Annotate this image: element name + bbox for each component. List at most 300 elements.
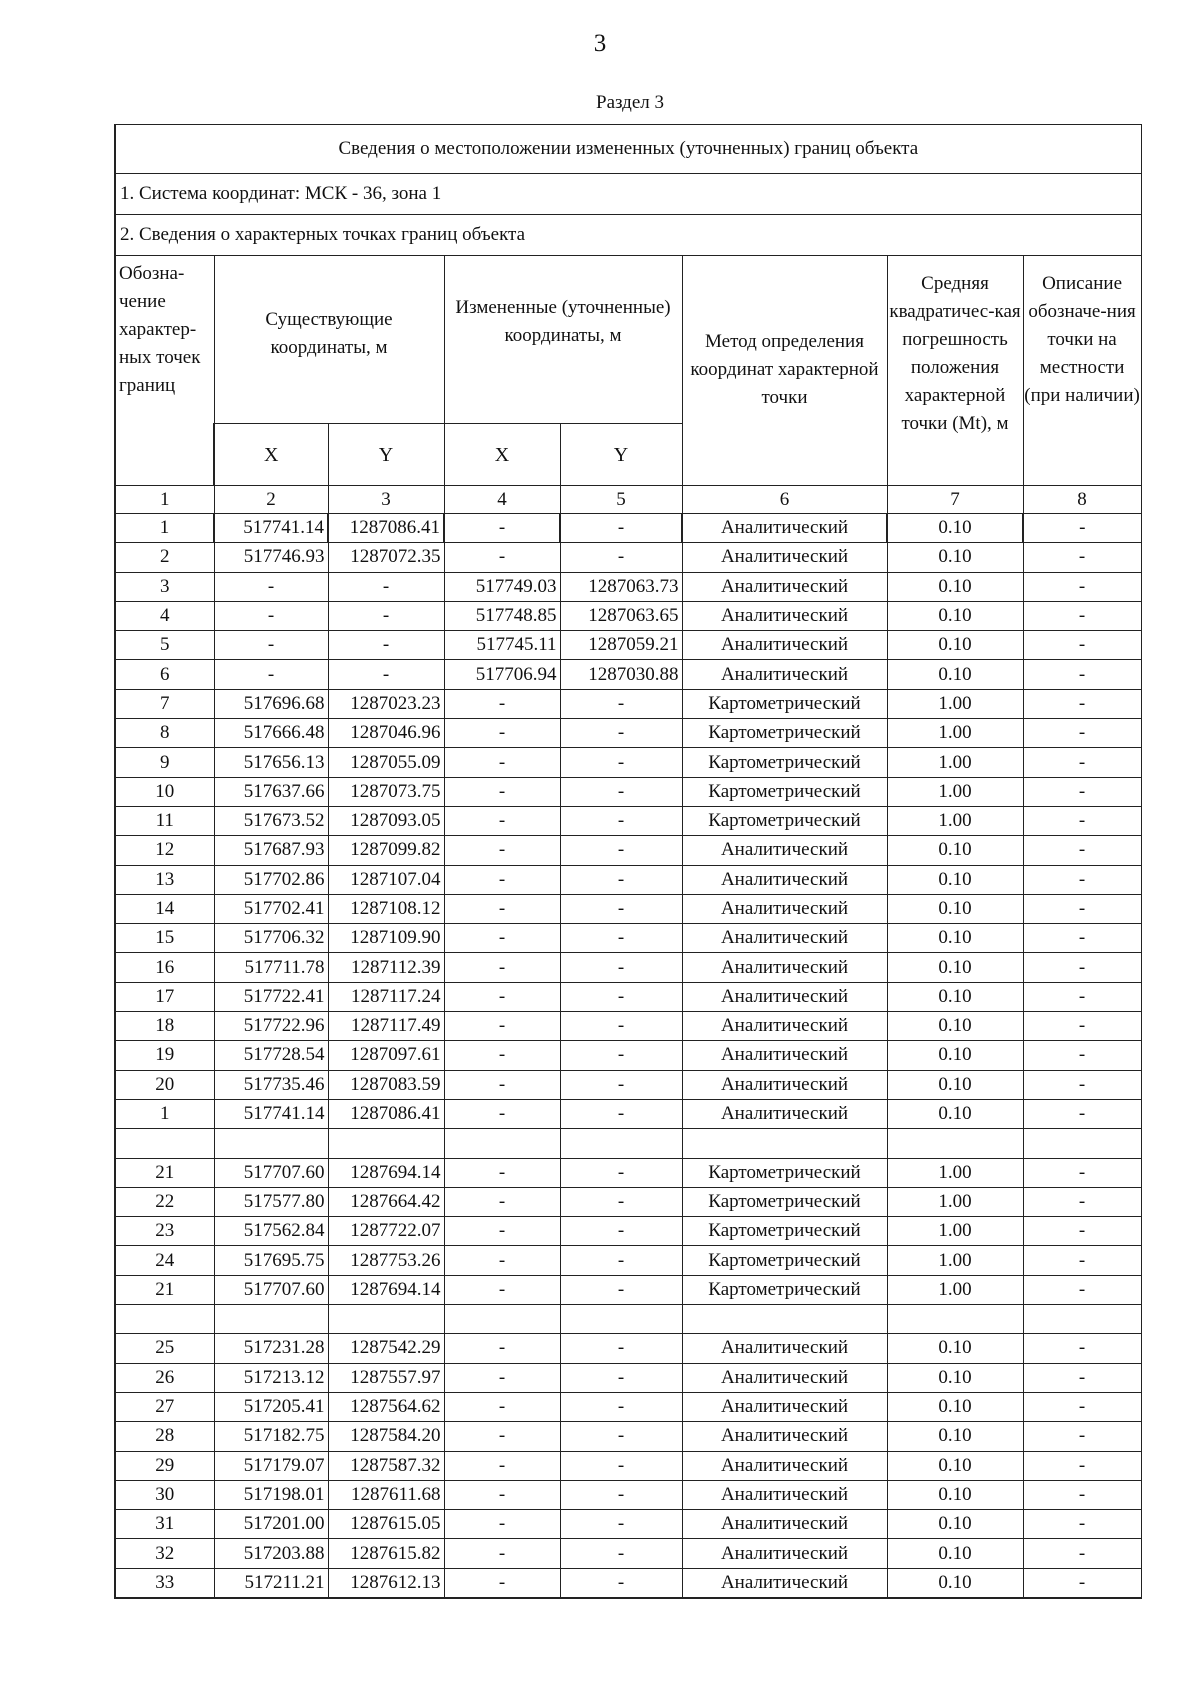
existing-x-cell: 517205.41	[214, 1392, 328, 1421]
existing-x-cell: 517722.41	[214, 982, 328, 1011]
accuracy-cell: 1.00	[887, 719, 1023, 748]
table-row	[115, 601, 1141, 630]
description-cell: -	[1023, 777, 1141, 806]
accuracy-cell: 0.10	[887, 1451, 1023, 1480]
accuracy-cell: 0.10	[887, 1099, 1023, 1128]
table-row	[115, 514, 1141, 543]
changed-y-cell: -	[560, 1451, 682, 1480]
changed-x-cell: -	[444, 1070, 560, 1099]
changed-x-cell: -	[444, 1275, 560, 1304]
existing-x-cell: 517722.96	[214, 1012, 328, 1041]
existing-y-cell: 1287099.82	[328, 836, 444, 865]
boundary-points-table	[114, 124, 1142, 1599]
description-cell: -	[1023, 1510, 1141, 1539]
existing-x-cell: 517702.41	[214, 894, 328, 923]
description-cell: -	[1023, 924, 1141, 953]
point-id-cell: 2	[115, 543, 214, 572]
point-id-cell: 28	[115, 1422, 214, 1451]
method-cell: Аналитический	[682, 1099, 887, 1128]
existing-x-cell: 517673.52	[214, 806, 328, 835]
existing-y-cell: 1287694.14	[328, 1275, 444, 1304]
changed-y-cell: -	[560, 1187, 682, 1216]
existing-x-cell: -	[214, 631, 328, 660]
existing-x-cell: -	[214, 572, 328, 601]
description-cell: -	[1023, 1334, 1141, 1363]
accuracy-cell: 0.10	[887, 865, 1023, 894]
accuracy-cell: 1.00	[887, 806, 1023, 835]
description-cell: -	[1023, 719, 1141, 748]
accuracy-cell: 1.00	[887, 1246, 1023, 1275]
existing-y-cell: 1287117.49	[328, 1012, 444, 1041]
point-id-cell: 17	[115, 982, 214, 1011]
point-id-cell: 5	[115, 631, 214, 660]
existing-y-cell: 1287611.68	[328, 1480, 444, 1509]
existing-x-cell	[214, 1305, 328, 1334]
changed-y-cell: -	[560, 836, 682, 865]
changed-y-cell: -	[560, 689, 682, 718]
header-changed-coords: Измененные (уточненные) координаты, м	[444, 256, 682, 424]
existing-y-cell: 1287564.62	[328, 1392, 444, 1421]
point-id-cell: 3	[115, 572, 214, 601]
table-row	[115, 543, 1141, 572]
accuracy-cell: 0.10	[887, 1012, 1023, 1041]
accuracy-cell: 1.00	[887, 777, 1023, 806]
changed-x-cell: -	[444, 894, 560, 923]
point-id-cell: 26	[115, 1363, 214, 1392]
changed-x-cell: 517748.85	[444, 601, 560, 630]
existing-y-cell: 1287055.09	[328, 748, 444, 777]
changed-y-cell: -	[560, 514, 682, 543]
description-cell	[1023, 1129, 1141, 1158]
description-cell: -	[1023, 601, 1141, 630]
method-cell: Аналитический	[682, 1392, 887, 1421]
table-row	[115, 836, 1141, 865]
table-row	[115, 1422, 1141, 1451]
coordinate-system: 1. Система координат: МСК - 36, зона 1	[115, 174, 1141, 215]
existing-y-cell: 1287072.35	[328, 543, 444, 572]
changed-y-cell: -	[560, 1422, 682, 1451]
method-cell: Аналитический	[682, 1334, 887, 1363]
table-row	[115, 631, 1141, 660]
changed-x-cell: -	[444, 924, 560, 953]
method-cell: Картометрический	[682, 1158, 887, 1187]
method-cell: Аналитический	[682, 953, 887, 982]
changed-y-cell: -	[560, 1099, 682, 1128]
description-cell: -	[1023, 1392, 1141, 1421]
existing-x-cell: 517706.32	[214, 924, 328, 953]
existing-x-cell: 517666.48	[214, 719, 328, 748]
changed-y-cell	[560, 1305, 682, 1334]
point-id-cell: 29	[115, 1451, 214, 1480]
method-cell	[682, 1129, 887, 1158]
method-cell: Картометрический	[682, 1275, 887, 1304]
column-number: 3	[328, 486, 444, 514]
changed-x-cell: -	[444, 689, 560, 718]
changed-x-cell: -	[444, 1099, 560, 1128]
point-id-cell: 10	[115, 777, 214, 806]
point-id-cell	[115, 1129, 214, 1158]
existing-y-cell: 1287046.96	[328, 719, 444, 748]
existing-x-cell: 517707.60	[214, 1275, 328, 1304]
changed-y-cell: -	[560, 1158, 682, 1187]
description-cell: -	[1023, 1158, 1141, 1187]
changed-y-cell: 1287063.65	[560, 601, 682, 630]
table-row	[115, 689, 1141, 718]
existing-x-cell: 517182.75	[214, 1422, 328, 1451]
point-id-cell: 6	[115, 660, 214, 689]
method-cell: Аналитический	[682, 1510, 887, 1539]
point-id-cell: 11	[115, 806, 214, 835]
changed-y-cell: -	[560, 1334, 682, 1363]
point-id-cell: 9	[115, 748, 214, 777]
method-cell: Аналитический	[682, 572, 887, 601]
accuracy-cell: 0.10	[887, 836, 1023, 865]
existing-y-cell: 1287097.61	[328, 1041, 444, 1070]
existing-x-cell: 517741.14	[214, 514, 328, 543]
point-id-cell: 1	[115, 514, 214, 543]
accuracy-cell: 0.10	[887, 543, 1023, 572]
table-row	[115, 1099, 1141, 1128]
description-cell: -	[1023, 806, 1141, 835]
method-cell: Аналитический	[682, 982, 887, 1011]
description-cell: -	[1023, 1275, 1141, 1304]
changed-y-cell: 1287059.21	[560, 631, 682, 660]
accuracy-cell: 0.10	[887, 601, 1023, 630]
point-id-cell: 4	[115, 601, 214, 630]
point-id-cell: 12	[115, 836, 214, 865]
existing-x-cell: 517201.00	[214, 1510, 328, 1539]
description-cell: -	[1023, 1568, 1141, 1598]
point-id-cell: 18	[115, 1012, 214, 1041]
accuracy-cell: 0.10	[887, 514, 1023, 543]
table-row	[115, 1539, 1141, 1568]
accuracy-cell	[887, 1129, 1023, 1158]
changed-x-cell: -	[444, 1422, 560, 1451]
table-row	[115, 1568, 1141, 1598]
changed-y-cell: -	[560, 1568, 682, 1598]
column-number: 8	[1023, 486, 1141, 514]
accuracy-cell: 0.10	[887, 1568, 1023, 1598]
method-cell: Картометрический	[682, 1187, 887, 1216]
accuracy-cell: 1.00	[887, 748, 1023, 777]
table-row	[115, 1217, 1141, 1246]
existing-y-cell: 1287073.75	[328, 777, 444, 806]
table-row	[115, 1334, 1141, 1363]
point-id-cell: 8	[115, 719, 214, 748]
header-accuracy: Средняя квадратичес-кая погрешность положения характерной точки (Mt), м	[887, 256, 1023, 486]
existing-x-cell: 517637.66	[214, 777, 328, 806]
column-number: 2	[214, 486, 328, 514]
point-id-cell: 27	[115, 1392, 214, 1421]
accuracy-cell: 0.10	[887, 572, 1023, 601]
changed-x-cell: -	[444, 1187, 560, 1216]
accuracy-cell: 1.00	[887, 1187, 1023, 1216]
changed-y-cell: -	[560, 924, 682, 953]
existing-x-cell: -	[214, 660, 328, 689]
existing-x-cell: 517179.07	[214, 1451, 328, 1480]
changed-x-cell: -	[444, 777, 560, 806]
changed-x-cell: -	[444, 1012, 560, 1041]
existing-y-cell: 1287107.04	[328, 865, 444, 894]
changed-x-cell: -	[444, 514, 560, 543]
method-cell: Картометрический	[682, 777, 887, 806]
table-row	[115, 1129, 1141, 1158]
description-cell: -	[1023, 953, 1141, 982]
point-id-cell: 19	[115, 1041, 214, 1070]
description-cell: -	[1023, 982, 1141, 1011]
table-row	[115, 1246, 1141, 1275]
table-row	[115, 1070, 1141, 1099]
existing-y-cell: 1287086.41	[328, 514, 444, 543]
changed-y-cell	[560, 1129, 682, 1158]
existing-x-cell: -	[214, 601, 328, 630]
table-row	[115, 1480, 1141, 1509]
changed-x-cell: -	[444, 1480, 560, 1509]
changed-x-cell: -	[444, 806, 560, 835]
accuracy-cell: 0.10	[887, 1539, 1023, 1568]
accuracy-cell: 0.10	[887, 660, 1023, 689]
accuracy-cell: 1.00	[887, 689, 1023, 718]
method-cell: Картометрический	[682, 1246, 887, 1275]
method-cell: Аналитический	[682, 894, 887, 923]
existing-x-cell: 517213.12	[214, 1363, 328, 1392]
method-cell: Аналитический	[682, 1012, 887, 1041]
table-row	[115, 1012, 1141, 1041]
header-method: Метод определения координат характерной точки	[682, 256, 887, 486]
description-cell: -	[1023, 1422, 1141, 1451]
accuracy-cell: 0.10	[887, 894, 1023, 923]
existing-x-cell: 517577.80	[214, 1187, 328, 1216]
changed-x-cell: -	[444, 543, 560, 572]
changed-x-cell	[444, 1305, 560, 1334]
existing-y-cell: 1287615.05	[328, 1510, 444, 1539]
point-id-cell	[115, 1305, 214, 1334]
accuracy-cell: 0.10	[887, 924, 1023, 953]
table-row	[115, 806, 1141, 835]
existing-x-cell: 517728.54	[214, 1041, 328, 1070]
existing-x-cell: 517696.68	[214, 689, 328, 718]
method-cell: Аналитический	[682, 631, 887, 660]
column-numbers-row	[115, 486, 1141, 514]
existing-y-cell: 1287542.29	[328, 1334, 444, 1363]
point-id-cell: 21	[115, 1275, 214, 1304]
accuracy-cell: 0.10	[887, 982, 1023, 1011]
point-id-cell: 14	[115, 894, 214, 923]
changed-y-cell: -	[560, 1363, 682, 1392]
section-label: Раздел 3	[596, 92, 664, 113]
changed-y-cell: 1287063.73	[560, 572, 682, 601]
changed-y-cell: -	[560, 748, 682, 777]
existing-x-cell: 517741.14	[214, 1099, 328, 1128]
description-cell: -	[1023, 1070, 1141, 1099]
changed-x-cell: -	[444, 1392, 560, 1421]
existing-y-cell: 1287722.07	[328, 1217, 444, 1246]
table-row	[115, 1305, 1141, 1334]
column-number: 4	[444, 486, 560, 514]
changed-y-cell: -	[560, 543, 682, 572]
description-cell: -	[1023, 1539, 1141, 1568]
header-existing-x: X	[214, 424, 328, 486]
changed-y-cell: -	[560, 1070, 682, 1099]
table-row	[115, 1392, 1141, 1421]
description-cell: -	[1023, 1217, 1141, 1246]
existing-y-cell: -	[328, 631, 444, 660]
existing-x-cell: 517695.75	[214, 1246, 328, 1275]
existing-y-cell: 1287083.59	[328, 1070, 444, 1099]
changed-y-cell: -	[560, 719, 682, 748]
existing-y-cell: 1287584.20	[328, 1422, 444, 1451]
changed-x-cell: -	[444, 1363, 560, 1392]
method-cell: Картометрический	[682, 719, 887, 748]
existing-y-cell	[328, 1305, 444, 1334]
accuracy-cell: 0.10	[887, 1070, 1023, 1099]
header-existing-coords: Существующие координаты, м	[214, 256, 444, 424]
changed-x-cell: -	[444, 1246, 560, 1275]
existing-x-cell	[214, 1129, 328, 1158]
existing-x-cell: 517707.60	[214, 1158, 328, 1187]
changed-y-cell: -	[560, 1510, 682, 1539]
description-cell: -	[1023, 689, 1141, 718]
accuracy-cell: 0.10	[887, 1392, 1023, 1421]
method-cell: Аналитический	[682, 1041, 887, 1070]
existing-x-cell: 517702.86	[214, 865, 328, 894]
changed-y-cell: -	[560, 1012, 682, 1041]
table-row	[115, 777, 1141, 806]
existing-y-cell: 1287615.82	[328, 1539, 444, 1568]
accuracy-cell: 0.10	[887, 953, 1023, 982]
changed-x-cell: -	[444, 1041, 560, 1070]
accuracy-cell	[887, 1305, 1023, 1334]
table-row	[115, 924, 1141, 953]
point-id-cell: 32	[115, 1539, 214, 1568]
point-id-cell: 15	[115, 924, 214, 953]
existing-x-cell: 517203.88	[214, 1539, 328, 1568]
description-cell: -	[1023, 894, 1141, 923]
point-id-cell: 7	[115, 689, 214, 718]
changed-x-cell: -	[444, 953, 560, 982]
accuracy-cell: 0.10	[887, 1334, 1023, 1363]
column-number: 7	[887, 486, 1023, 514]
method-cell: Аналитический	[682, 1070, 887, 1099]
existing-y-cell: -	[328, 572, 444, 601]
method-cell: Аналитический	[682, 1451, 887, 1480]
method-cell: Картометрический	[682, 748, 887, 777]
method-cell: Аналитический	[682, 1539, 887, 1568]
header-changed-x: X	[444, 424, 560, 486]
description-cell: -	[1023, 631, 1141, 660]
method-cell: Картометрический	[682, 806, 887, 835]
changed-y-cell: -	[560, 1246, 682, 1275]
existing-y-cell: -	[328, 660, 444, 689]
description-cell: -	[1023, 1363, 1141, 1392]
description-cell: -	[1023, 543, 1141, 572]
points-heading: 2. Сведения о характерных точках границ объекта	[115, 215, 1141, 256]
changed-y-cell: -	[560, 894, 682, 923]
changed-x-cell: -	[444, 1539, 560, 1568]
table-row	[115, 953, 1141, 982]
point-id-cell: 1	[115, 1099, 214, 1128]
method-cell: Аналитический	[682, 836, 887, 865]
changed-x-cell: -	[444, 719, 560, 748]
table-title: Сведения о местоположении измененных (уточненных) границ объекта	[115, 125, 1141, 174]
existing-x-cell: 517198.01	[214, 1480, 328, 1509]
existing-y-cell: 1287753.26	[328, 1246, 444, 1275]
header-existing-y: Y	[328, 424, 444, 486]
method-cell: Аналитический	[682, 1568, 887, 1598]
column-number: 1	[115, 486, 214, 514]
method-cell: Картометрический	[682, 689, 887, 718]
accuracy-cell: 0.10	[887, 1422, 1023, 1451]
point-id-cell: 25	[115, 1334, 214, 1363]
changed-x-cell: -	[444, 1510, 560, 1539]
point-id-cell: 21	[115, 1158, 214, 1187]
changed-x-cell: -	[444, 1334, 560, 1363]
accuracy-cell: 0.10	[887, 1041, 1023, 1070]
changed-x-cell: -	[444, 1568, 560, 1598]
existing-y-cell: 1287557.97	[328, 1363, 444, 1392]
header-description: Описание обозначе-ния точки на местности (при наличии)	[1023, 256, 1141, 486]
table-row	[115, 572, 1141, 601]
header-changed-y: Y	[560, 424, 682, 486]
accuracy-cell: 0.10	[887, 1480, 1023, 1509]
existing-y-cell	[328, 1129, 444, 1158]
changed-y-cell: -	[560, 1217, 682, 1246]
description-cell: -	[1023, 1451, 1141, 1480]
changed-x-cell: 517745.11	[444, 631, 560, 660]
point-id-cell: 20	[115, 1070, 214, 1099]
table-row	[115, 1451, 1141, 1480]
changed-x-cell: -	[444, 1451, 560, 1480]
existing-y-cell: 1287612.13	[328, 1568, 444, 1598]
method-cell	[682, 1305, 887, 1334]
table-row	[115, 894, 1141, 923]
existing-x-cell: 517656.13	[214, 748, 328, 777]
method-cell: Аналитический	[682, 924, 887, 953]
method-cell: Аналитический	[682, 601, 887, 630]
point-id-cell: 30	[115, 1480, 214, 1509]
changed-x-cell	[444, 1129, 560, 1158]
point-id-cell: 31	[115, 1510, 214, 1539]
changed-y-cell: -	[560, 982, 682, 1011]
table-row	[115, 1363, 1141, 1392]
changed-x-cell: -	[444, 748, 560, 777]
point-id-cell: 23	[115, 1217, 214, 1246]
changed-x-cell: -	[444, 982, 560, 1011]
existing-y-cell: 1287109.90	[328, 924, 444, 953]
existing-x-cell: 517735.46	[214, 1070, 328, 1099]
page-number: 3	[593, 30, 607, 57]
table-row	[115, 1187, 1141, 1216]
table-row	[115, 982, 1141, 1011]
description-cell: -	[1023, 1187, 1141, 1216]
changed-y-cell: -	[560, 1539, 682, 1568]
table-row	[115, 1275, 1141, 1304]
existing-y-cell: 1287108.12	[328, 894, 444, 923]
point-id-cell: 33	[115, 1568, 214, 1598]
changed-y-cell: -	[560, 953, 682, 982]
description-cell: -	[1023, 1012, 1141, 1041]
description-cell: -	[1023, 1246, 1141, 1275]
changed-y-cell: -	[560, 1480, 682, 1509]
existing-y-cell: 1287112.39	[328, 953, 444, 982]
changed-y-cell: -	[560, 806, 682, 835]
accuracy-cell: 0.10	[887, 1510, 1023, 1539]
description-cell: -	[1023, 514, 1141, 543]
method-cell: Аналитический	[682, 514, 887, 543]
method-cell: Аналитический	[682, 1480, 887, 1509]
table-row	[115, 1510, 1141, 1539]
accuracy-cell: 0.10	[887, 631, 1023, 660]
